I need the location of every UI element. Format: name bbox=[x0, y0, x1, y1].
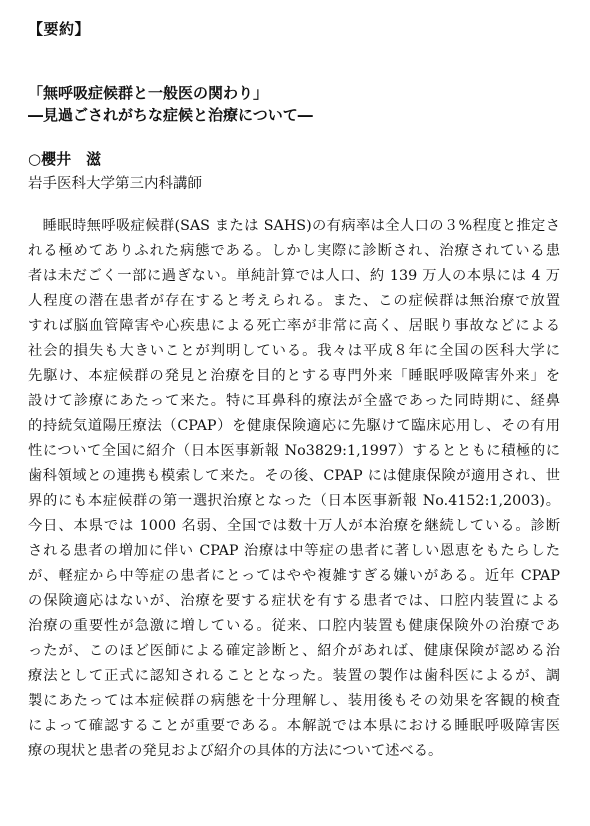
abstract-line: 療の現状と患者の発見および紹介の具体的方法について述べる。 bbox=[28, 743, 443, 759]
abstract-line: 社会的損失も大きいことが判明している。我々は平成８年に全国の医科大学に bbox=[28, 343, 560, 359]
abstract-line: 療法として正式に認知されることとなった。装置の製作は歯科医によるが、調 bbox=[28, 668, 560, 684]
abstract-line: によって確認することが重要である。本解説では本県における睡眠呼吸障害医 bbox=[28, 718, 560, 734]
abstract-line: れる極めてありふれた病態である。しかし実際に診断され、治療されている患 bbox=[28, 243, 560, 259]
abstract-line: ったが、このほど医師による確定診断と、紹介があれば、健康保険が認める治 bbox=[28, 643, 560, 659]
abstract-line: が、軽症から中等症の患者にとってはやや複雑すぎる嫌いがある。近年 CPAP bbox=[28, 568, 560, 584]
abstract-line: 設けて診療にあたって来た。特に耳鼻科的療法が全盛であった同時期に、経鼻 bbox=[28, 393, 560, 409]
abstract-line: される患者の増加に伴い CPAP 治療は中等症の患者に著しい恩恵をもたらした bbox=[28, 543, 560, 559]
abstract-line: 今日、本県では 1000 名弱、全国では数十万人が本治療を継続している。診断 bbox=[28, 518, 560, 534]
abstract-line: 先駆け、本症候群の発見と治療を目的とする専門外来「睡眠呼吸障害外来」を bbox=[28, 368, 560, 384]
abstract-line: すれば脳血管障害や心疾患による死亡率が非常に高く、居眠り事故などによる bbox=[28, 318, 560, 334]
abstract-line: 界的にも本症候群の第一選択治療となった（日本医事新報 No.4152:1,2003)。 bbox=[28, 493, 560, 509]
abstract-line: 性について全国に紹介（日本医事新報 No3829:1,1997）するとともに積極的に bbox=[28, 443, 560, 459]
abstract-line: 人程度の潜在患者が存在すると考えられる。また、この症候群は無治療で放置 bbox=[28, 293, 560, 309]
abstract-line: 睡眠時無呼吸症候群(SAS または SAHS)の有病率は全人口の３%程度と推定さ bbox=[28, 218, 560, 234]
author-affiliation: 岩手医科大学第三内科講師 bbox=[28, 176, 202, 192]
author-name: ○櫻井 滋 bbox=[28, 150, 102, 168]
abstract-line: 歯科領域との連携も模索して来た。その後、CPAP には健康保険が適用され、世 bbox=[28, 468, 560, 484]
abstract-line: 的持続気道陽圧療法（CPAP）を健康保険適応に先駆けて臨床応用し、その有用 bbox=[28, 418, 560, 434]
abstract-line: 製にあたっては本症候群の病態を十分理解し、装用後もその効果を客観的検査 bbox=[28, 693, 560, 709]
paper-title: 「無呼吸症候群と一般医の関わり」 bbox=[28, 84, 269, 102]
abstract-line: の保険適応はないが、治療を要する症状を有する患者では、口腔内装置による bbox=[28, 593, 560, 609]
abstract-line: 者は未だごく一部に過ぎない。単純計算では人口、約 139 万人の本県には 4 万 bbox=[28, 268, 560, 284]
section-label: 【要約】 bbox=[28, 20, 91, 38]
abstract-body bbox=[28, 214, 560, 764]
paper-subtitle: ―見過ごされがちな症候と治療について― bbox=[28, 106, 313, 124]
abstract-line: 治療の重要性が急激に増している。従来、口腔内装置も健康保険外の治療であ bbox=[28, 618, 560, 634]
